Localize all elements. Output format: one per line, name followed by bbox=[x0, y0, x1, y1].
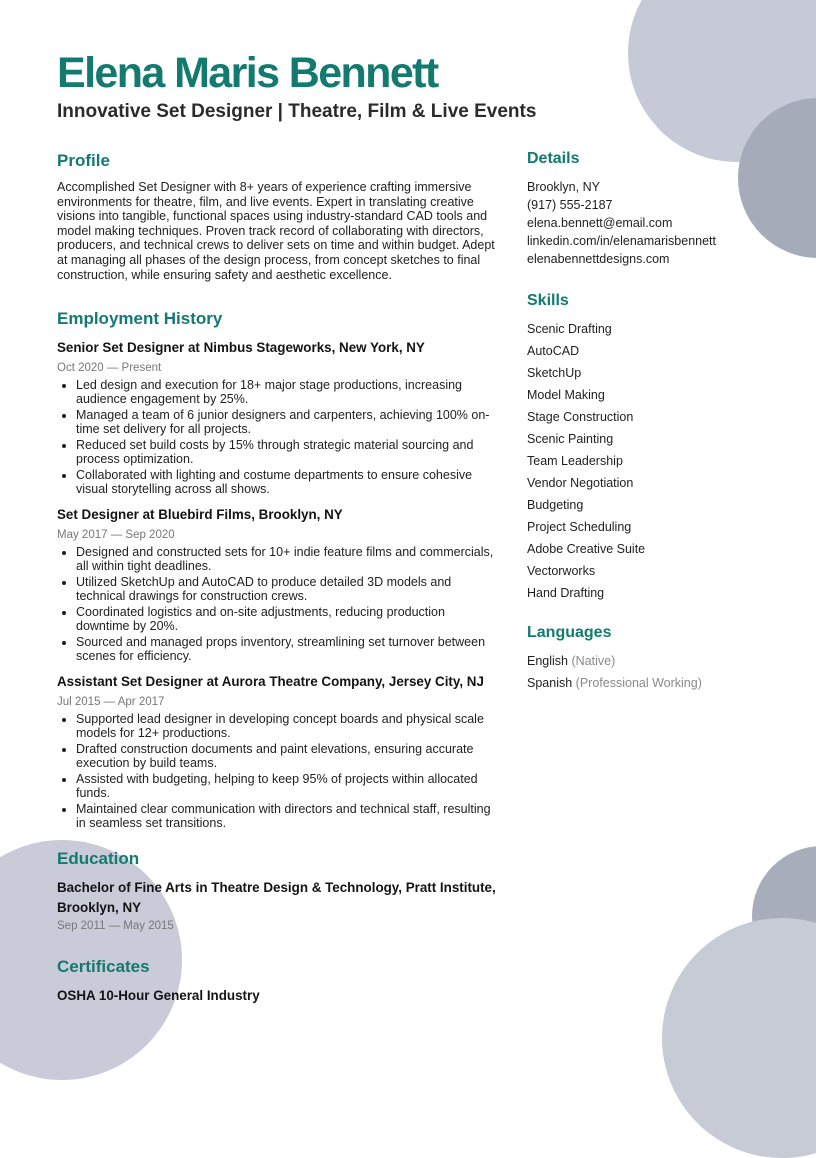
languages-section bbox=[527, 622, 757, 694]
education-section bbox=[57, 848, 497, 934]
skill-item: Scenic Painting bbox=[527, 432, 614, 446]
list-item: • Collaborated with lighting and costume departments to ensure cohesive visual storytelling across all shows. bbox=[76, 468, 497, 496]
job-title: Senior Set Designer at Nimbus Stageworks, New York, NY bbox=[57, 340, 425, 356]
skill-item: Stage Construction bbox=[527, 410, 634, 424]
section-title: Details bbox=[527, 150, 580, 167]
job-entry bbox=[57, 505, 497, 663]
profile-section bbox=[57, 150, 497, 282]
section-title: Certificates bbox=[57, 957, 150, 977]
skill-item: AutoCAD bbox=[527, 344, 580, 358]
list-item: • Drafted construction documents and paint elevations, ensuring accurate execution by build teams. bbox=[76, 742, 497, 770]
detail-linkedin[interactable]: linkedin.com/in/elenamarisbennett bbox=[527, 234, 716, 248]
skill-item: Project Scheduling bbox=[527, 520, 632, 534]
job-entry bbox=[57, 338, 497, 496]
main-column bbox=[57, 150, 497, 1006]
skill-item: Adobe Creative Suite bbox=[527, 542, 646, 556]
list-item: • Managed a team of 6 junior designers and carpenters, achieving 100% on-time set delivery for all projects. bbox=[76, 408, 497, 436]
skill-item: Scenic Drafting bbox=[527, 322, 612, 336]
job-dates: May 2017 — Sep 2020 bbox=[57, 529, 175, 542]
list-item: • Reduced set build costs by 15% through strategic material sourcing and process optimization. bbox=[76, 438, 497, 466]
employment-section bbox=[57, 308, 497, 830]
details-section bbox=[527, 148, 757, 268]
skill-item: SketchUp bbox=[527, 366, 582, 380]
skill-item: Team Leadership bbox=[527, 454, 623, 468]
job-entry bbox=[57, 672, 497, 830]
detail-website[interactable]: elenabennettdesigns.com bbox=[527, 252, 670, 266]
list-item: • Supported lead designer in developing concept boards and physical scale models for 12+ productions. bbox=[76, 712, 497, 740]
language-name: Spanish bbox=[527, 676, 573, 690]
list-item: • Designed and constructed sets for 10+ indie feature films and commercials, all within tight deadlines. bbox=[76, 545, 497, 573]
skill-item: Vendor Negotiation bbox=[527, 476, 634, 490]
sidebar-column bbox=[527, 148, 757, 694]
education-dates: Sep 2011 — May 2015 bbox=[57, 920, 174, 933]
section-title: Education bbox=[57, 849, 140, 869]
job-dates: Oct 2020 — Present bbox=[57, 362, 162, 375]
certificate-title: OSHA 10-Hour General Industry bbox=[57, 988, 260, 1004]
list-item: • Assisted with budgeting, helping to keep 95% of projects within allocated funds. bbox=[76, 772, 497, 800]
detail-location: Brooklyn, NY bbox=[527, 180, 600, 194]
section-title: Languages bbox=[527, 624, 612, 641]
job-bullets bbox=[57, 545, 497, 663]
language-item bbox=[527, 672, 757, 694]
job-title: Assistant Set Designer at Aurora Theatre Company, Jersey City, NJ bbox=[57, 674, 484, 690]
list-item: • Coordinated logistics and on-site adjustments, reducing production downtime by 20%. bbox=[76, 605, 497, 633]
list-item: • Sourced and managed props inventory, streamlining set turnover between scenes for efficiency. bbox=[76, 635, 497, 663]
language-level: (Professional Working) bbox=[575, 676, 702, 690]
job-bullets bbox=[57, 712, 497, 830]
skill-item: Budgeting bbox=[527, 498, 584, 512]
detail-email[interactable]: elena.bennett@email.com bbox=[527, 216, 673, 230]
resume-name: Elena Maris Bennett bbox=[57, 49, 438, 97]
decorative-blob bbox=[662, 918, 816, 1158]
job-dates: Jul 2015 — Apr 2017 bbox=[57, 696, 165, 709]
skill-item: Model Making bbox=[527, 388, 605, 402]
profile-text: Accomplished Set Designer with 8+ years of experience crafting immersive environments for theatre, film, and live events. Expert in translating creative visions into tangible, functional spaces using industry-standard CAD tools and model making techniques. Proven track record of collaborating with directors, producers, and technical crews to deliver sets on time and within budget. Adept at managing all phases of the design process, from concept sketches to final construction, while ensuring safety and aesthetic excellence. bbox=[57, 180, 495, 282]
certificates-section bbox=[57, 956, 497, 1006]
list-item: • Led design and execution for 18+ major stage productions, increasing audience engagement by 25%. bbox=[76, 378, 497, 406]
resume-tagline: Innovative Set Designer | Theatre, Film & Live Events bbox=[57, 101, 537, 122]
section-title: Profile bbox=[57, 151, 110, 170]
section-title: Skills bbox=[527, 292, 569, 309]
language-item bbox=[527, 650, 757, 672]
language-level: (Native) bbox=[571, 654, 616, 668]
language-name: English bbox=[527, 654, 568, 668]
list-item: • Maintained clear communication with directors and technical staff, resulting in seamless set transitions. bbox=[76, 802, 497, 830]
degree-title: Bachelor of Fine Arts in Theatre Design & Technology, Pratt Institute, Brooklyn, NY bbox=[57, 880, 496, 916]
list-item: • Utilized SketchUp and AutoCAD to produce detailed 3D models and technical drawings for construction crews. bbox=[76, 575, 497, 603]
skill-item: Hand Drafting bbox=[527, 586, 605, 600]
job-bullets bbox=[57, 378, 497, 496]
skill-item: Vectorworks bbox=[527, 564, 596, 578]
skills-section bbox=[527, 290, 757, 604]
section-title: Employment History bbox=[57, 309, 223, 329]
job-title: Set Designer at Bluebird Films, Brooklyn, NY bbox=[57, 507, 343, 523]
detail-phone: (917) 555-2187 bbox=[527, 198, 613, 212]
